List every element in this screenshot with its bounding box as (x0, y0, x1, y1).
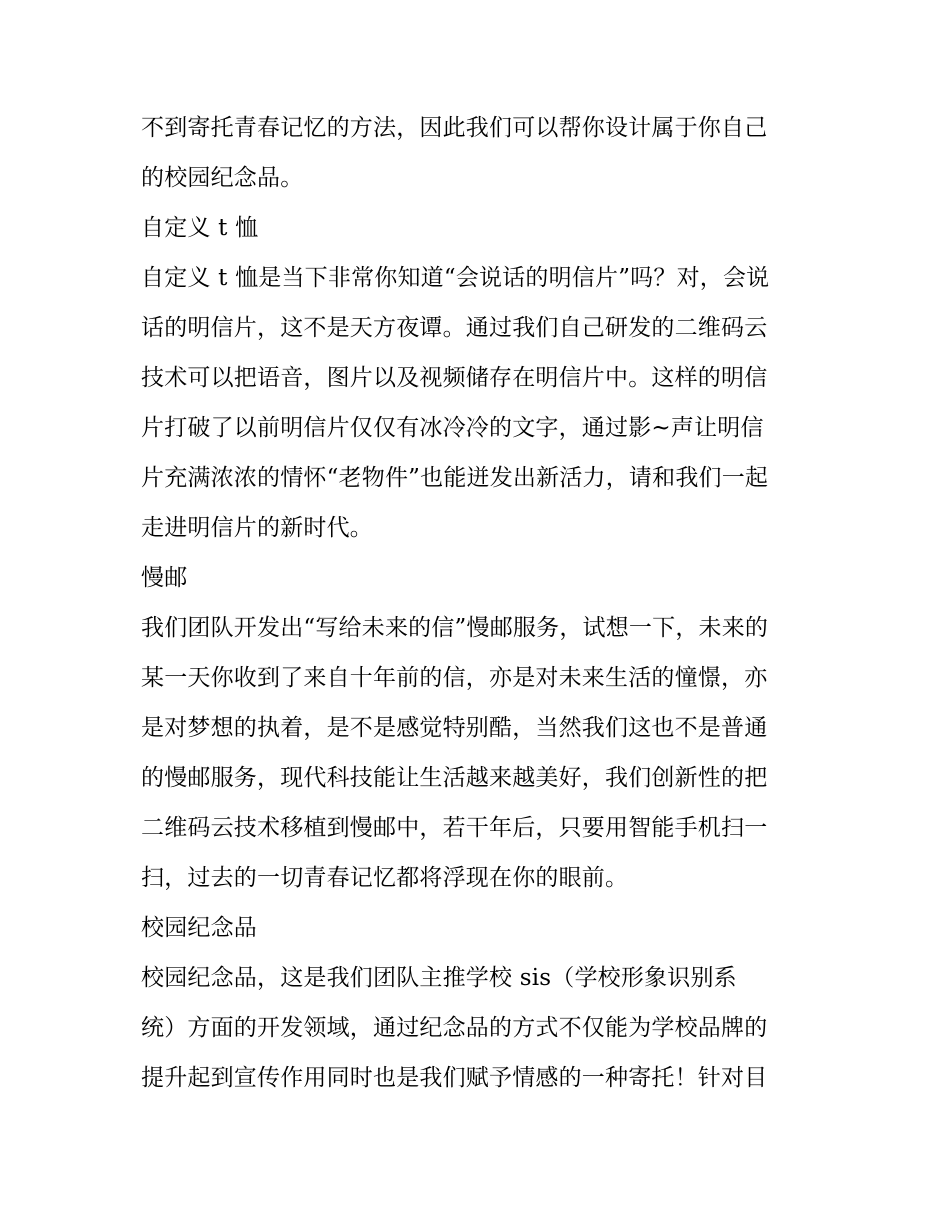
paragraph-line: 提升起到宣传作用同时也是我们赋予情感的一种寄托！针对目 (141, 1065, 768, 1091)
paragraph-line: 片充满浓浓的情怀“老物件”也能迸发出新活力，请和我们一起 (141, 465, 769, 491)
souvenir-section (141, 903, 821, 1103)
section-heading-souvenir: 校园纪念品 (141, 915, 257, 941)
paragraph-line: 的慢邮服务，现代科技能让生活越来越美好，我们创新性的把 (141, 765, 768, 791)
paragraph-line: 不到寄托青春记忆的方法，因此我们可以帮你设计属于你自己 (141, 115, 768, 141)
section-heading-slow-mail: 慢邮 (141, 565, 188, 591)
intro-paragraph (141, 103, 821, 203)
paragraph-line: 校园纪念品，这是我们团队主推学校 sis（学校形象识别系 (141, 965, 737, 991)
paragraph-line: 走进明信片的新时代。 (141, 515, 373, 541)
slow-mail-section (141, 553, 821, 903)
paragraph-line: 统）方面的开发领域，通过纪念品的方式不仅能为学校品牌的 (141, 1015, 768, 1041)
paragraph-line: 的校园纪念品。 (141, 165, 304, 191)
paragraph-line: 扫，过去的一切青春记忆都将浮现在你的眼前。 (141, 865, 629, 891)
paragraph-line: 技术可以把语音，图片以及视频储存在明信片中。这样的明信 (141, 365, 768, 391)
section-heading-tshirt: 自定义 t 恤 (141, 215, 259, 241)
tshirt-section (141, 203, 821, 553)
paragraph-line: 某一天你收到了来自十年前的信，亦是对未来生活的憧憬，亦 (141, 665, 768, 691)
paragraph-line: 话的明信片，这不是天方夜谭。通过我们自己研发的二维码云 (141, 315, 768, 341)
paragraph-line: 片打破了以前明信片仅仅有冰冷冷的文字，通过影~声让明信 (141, 415, 764, 441)
paragraph-line: 是对梦想的执着，是不是感觉特别酷，当然我们这也不是普通 (141, 715, 768, 741)
paragraph-line: 二维码云技术移植到慢邮中，若干年后，只要用智能手机扫一 (141, 815, 768, 841)
paragraph-line: 自定义 t 恤是当下非常你知道“会说话的明信片”吗？对，会说 (141, 265, 770, 291)
paragraph-line: 我们团队开发出“写给未来的信”慢邮服务，试想一下，未来的 (141, 615, 769, 641)
document-body (141, 103, 821, 1103)
